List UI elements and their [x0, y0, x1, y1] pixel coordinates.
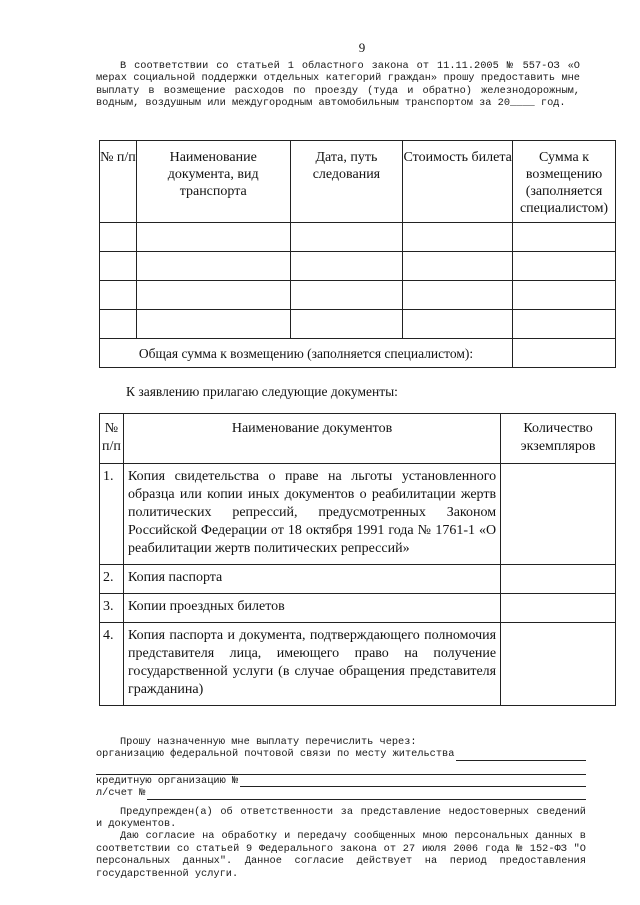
table-cell[interactable]: [403, 252, 513, 281]
row-number: 4.: [100, 623, 124, 706]
col-header-date-route: Дата, путь следования: [290, 141, 403, 223]
col-header-ticket-cost: Стоимость билета: [403, 141, 513, 223]
page-number: 9: [358, 40, 366, 55]
copies-cell[interactable]: [501, 623, 616, 706]
table-row: [100, 252, 616, 281]
row-number: 2.: [100, 565, 124, 594]
table-cell[interactable]: [136, 310, 290, 339]
table-cell[interactable]: [290, 281, 403, 310]
intro-paragraph: [96, 60, 580, 110]
table-row: [100, 464, 616, 565]
account-row: [96, 787, 586, 799]
attached-documents-table: [99, 413, 616, 706]
col-header-documents: Наименование документов: [123, 414, 500, 464]
table-cell[interactable]: [290, 310, 403, 339]
account-field[interactable]: [147, 789, 586, 800]
payment-request: Прошу назначенную мне выплату перечислить через:: [120, 736, 417, 748]
row-number: 3.: [100, 594, 124, 623]
credit-org-label: кредитную организацию №: [96, 774, 239, 787]
table-cell[interactable]: [513, 252, 616, 281]
table-row: [100, 223, 616, 252]
table-cell[interactable]: [403, 310, 513, 339]
table-cell[interactable]: [136, 252, 290, 281]
row-number: 1.: [100, 464, 124, 565]
attachments-intro: К заявлению прилагаю следующие документы:: [126, 384, 398, 399]
total-amount-cell[interactable]: [513, 339, 616, 368]
table-cell[interactable]: [136, 281, 290, 310]
copies-cell[interactable]: [501, 464, 616, 565]
document-name: Копия паспорта и документа, подтверждающего полномочия представителя лица, имеющего право на получение государственной услуги (в случае обращения представителя гражданина): [123, 623, 500, 706]
table-cell[interactable]: [100, 252, 137, 281]
table-cell[interactable]: [290, 223, 403, 252]
postal-option-field[interactable]: [456, 750, 586, 761]
col-header-number: № п/п: [100, 141, 137, 223]
table-cell[interactable]: [100, 281, 137, 310]
table-row: [100, 565, 616, 594]
credit-org-field[interactable]: [240, 776, 586, 787]
document-name: Копия свидетельства о праве на льготы установленного образца или копии иных документов о реабилитации жертв политических репрессий, предусмотренных Законом Российской Федерации от 18 октября 1991 года № 1761-1 «О реабилитации жертв политических репрессий»: [123, 464, 500, 565]
col-header-reimbursement: Сумма к возмещению (заполняется специалистом): [513, 141, 616, 223]
document-name: Копия паспорта: [123, 565, 500, 594]
consent-paragraph: [96, 830, 586, 880]
total-row: [100, 339, 616, 368]
col-header-copies: Количество экземпляров: [501, 414, 616, 464]
col-header-document: Наименование документа, вид транспорта: [136, 141, 290, 223]
table-header-row: [100, 141, 616, 223]
blank-line: [96, 764, 586, 775]
account-label: л/счет №: [96, 787, 146, 800]
table-cell[interactable]: [100, 310, 137, 339]
table-row: [100, 310, 616, 339]
payment-section: [96, 736, 586, 880]
table-cell[interactable]: [290, 252, 403, 281]
credit-org-row: [96, 775, 586, 787]
table-row: [100, 623, 616, 706]
total-label: Общая сумма к возмещению (заполняется специалистом):: [100, 339, 513, 368]
table-header-row: [100, 414, 616, 464]
postal-option-row: [96, 748, 586, 760]
transport-expenses-table: [99, 140, 616, 368]
table-row: [100, 594, 616, 623]
table-cell[interactable]: [403, 223, 513, 252]
table-cell[interactable]: [513, 223, 616, 252]
table-cell[interactable]: [136, 223, 290, 252]
table-cell[interactable]: [513, 310, 616, 339]
col-header-number: № п/п: [100, 414, 124, 464]
intro-text: В соответствии со статьей 1 областного закона от 11.11.2005 № 557-ОЗ «О мерах социальной поддержки отдельных категорий граждан» прошу предоставить мне выплату в возмещение расходов по проезду (туда и обратно) железнодорожным, водным, воздушным или междугородным автомобильным транспортом за 20____ год.: [96, 60, 580, 110]
table-cell[interactable]: [513, 281, 616, 310]
warning-text: Предупрежден(а) об ответственности за представление недостоверных сведений и документов.: [96, 805, 586, 831]
postal-option-field-continued[interactable]: [96, 764, 586, 775]
consent-text: Даю согласие на обработку и передачу сообщенных мною персональных данных в соответствии со статьей 9 Федерального закона от 27 июля 2006 года № 152-ФЗ "О персональных данных". Данное согласие действует на период предоставления государственной услуги.: [96, 830, 586, 880]
warning-paragraph: [96, 806, 586, 831]
table-cell[interactable]: [100, 223, 137, 252]
copies-cell[interactable]: [501, 594, 616, 623]
table-row: [100, 281, 616, 310]
postal-option-label: организацию федеральной почтовой связи по месту жительства: [96, 748, 455, 761]
document-name: Копии проездных билетов: [123, 594, 500, 623]
copies-cell[interactable]: [501, 565, 616, 594]
table-cell[interactable]: [403, 281, 513, 310]
